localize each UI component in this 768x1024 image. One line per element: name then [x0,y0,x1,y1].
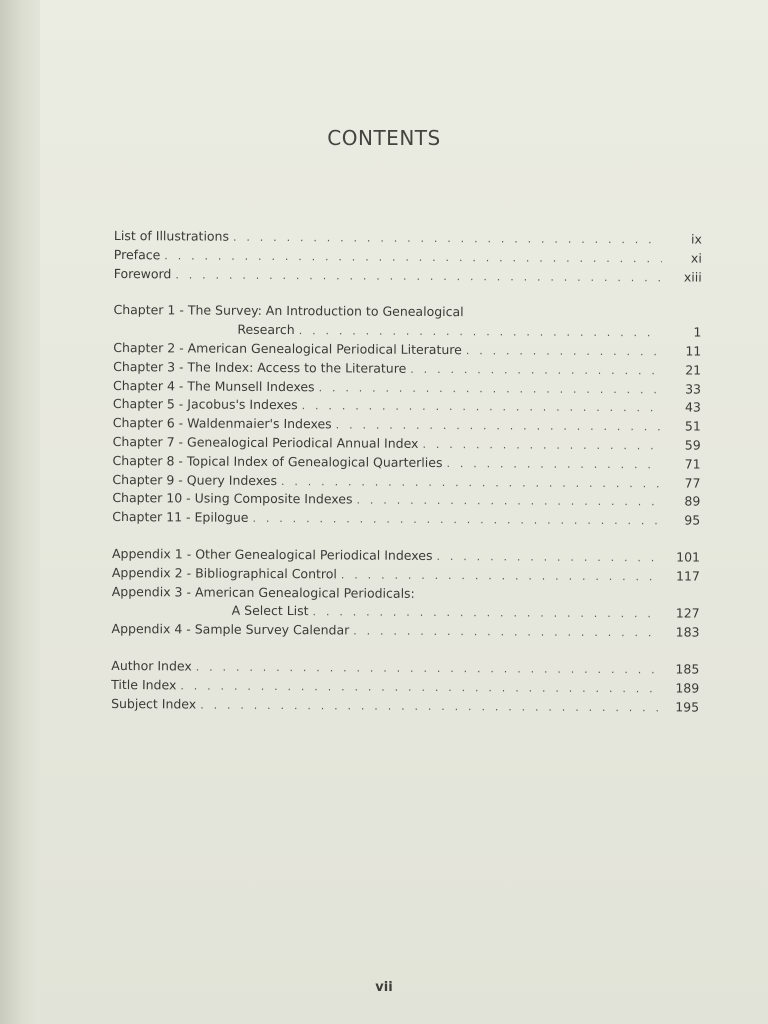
dot-leader [410,363,661,378]
toc-entry-page: 183 [675,624,700,640]
book-spine-shadow [0,0,40,1024]
toc-entry-page: 43 [684,399,701,415]
dot-leader [200,698,659,714]
dot-leader [446,457,660,471]
toc-entry-page: xiii [683,269,702,285]
toc-entry-label: Foreword [113,265,172,281]
toc-entry [111,696,699,718]
page-number: vii [375,980,393,995]
dot-leader [353,625,659,640]
toc-entry-page: 89 [684,493,701,509]
toc-entry-label: Chapter 11 - Epilogue [112,509,249,525]
toc-entry-page: 195 [675,698,700,715]
toc-entry-label: Chapter 4 - The Munsell Indexes [112,377,315,394]
dot-leader [233,231,662,247]
toc-entry-label: Chapter 10 - Using Composite Indexes [112,490,353,507]
toc-entry-continuation: Research [237,321,295,338]
toc-entry-page: 95 [684,512,701,528]
dot-leader [302,400,661,415]
dot-leader [357,494,661,509]
toc-entry-page: 71 [684,456,701,472]
dot-leader [180,679,659,695]
toc-entry-page: 101 [676,549,701,565]
page-title: CONTENTS [327,126,441,150]
toc-entry-label: Subject Index [111,695,197,712]
toc-entry-label: Chapter 1 - The Survey: An Introduction to Genealogical [113,302,464,320]
toc-entry-page: 117 [675,568,700,584]
dot-leader [319,381,662,396]
dot-leader [175,268,661,284]
toc-entry-label: Appendix 3 - American Genealogical Periodicals: [111,583,415,601]
dot-leader [436,550,660,564]
dot-leader [299,324,662,339]
toc-entry-page: 33 [685,381,702,397]
toc-entry-continuation: A Select List [231,603,309,619]
dot-leader [466,344,661,358]
dot-leader [164,249,662,265]
toc-entry-label: Chapter 7 - Genealogical Periodical Annual Index [112,433,419,451]
dot-leader [336,419,661,434]
toc-entry-page: 11 [685,343,702,359]
toc-entry-label: Chapter 8 - Topical Index of Genealogical Quarterlies [112,452,443,470]
toc-entry-page: 77 [684,475,701,491]
dot-leader [252,512,660,527]
toc-entry-label: List of Illustrations [113,228,230,244]
toc-entry-page: 59 [684,437,701,453]
toc-entry-label: Chapter 9 - Query Indexes [112,471,278,488]
toc-entry-page: ix [691,231,702,247]
toc-entry-label: Author Index [111,657,192,674]
toc-entry-page: 51 [684,418,701,434]
dot-leader [281,475,661,490]
toc-entry-page: 189 [675,680,700,696]
toc-entry-page: 21 [685,362,702,378]
toc-entry-page: xi [690,250,702,266]
toc-entry-label: Chapter 6 - Waldenmaier's Indexes [112,415,332,432]
toc-entry-page: 185 [675,661,700,677]
dot-leader [196,660,660,676]
dot-leader [313,606,660,621]
toc-entry-label: Appendix 1 - Other Genealogical Periodical Indexes [111,545,433,563]
toc-entry-page: 127 [675,605,700,621]
toc-entry-page: 1 [693,324,702,340]
toc-entry-label: Preface [113,246,161,263]
dot-leader [341,568,660,583]
toc-entry-label: Appendix 4 - Sample Survey Calendar [111,621,350,638]
toc-entry-label: Chapter 5 - Jacobus's Indexes [112,396,298,413]
dot-leader [422,438,660,452]
table-of-contents [111,228,702,718]
toc-entry-label: Chapter 2 - American Genealogical Periodical Literature [113,339,462,358]
toc-entry-label: Appendix 2 - Bibliographical Control [111,564,337,582]
toc-entry-label: Chapter 3 - The Index: Access to the Literature [113,358,407,376]
toc-entry-label: Title Index [111,676,177,693]
